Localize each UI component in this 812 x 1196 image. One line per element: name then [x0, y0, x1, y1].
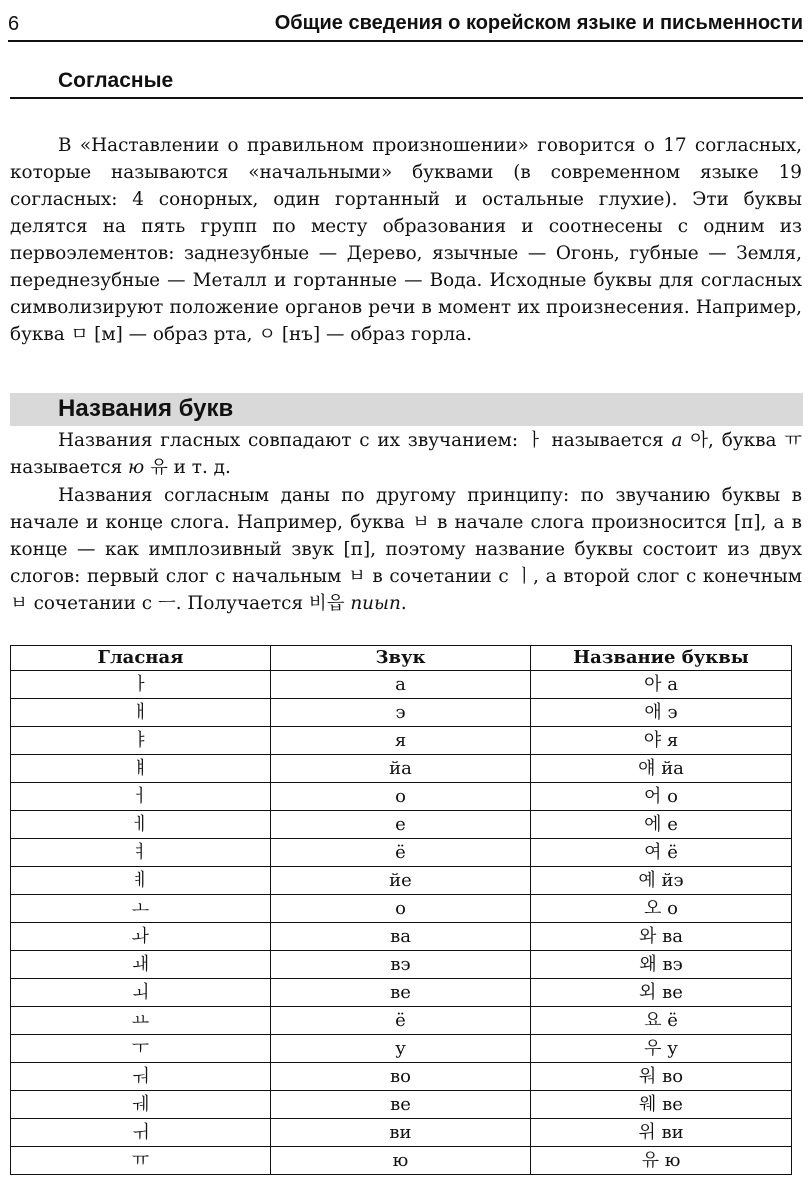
vowel-cell: ㅠ [11, 1147, 271, 1175]
consonant-names-text-1: Названия согласным даны по другому принципу: по звучанию буквы в начале и конце слога. Например, буква ㅂ в начале слога произносится [п], а в конце — как имплозивный звук [п], поэтому название буквы состоит из двух слогов: первый слог с начальным ㅂ в сочетании с ㅣ, а второй слог с конечным ㅂ сочетании с ㅡ. Получается 비읍 [10, 485, 802, 614]
letter-name-cell: 웨 ве [531, 1091, 792, 1119]
vowel-names-text-1: Названия гласных совпадают с их звучанием: ㅏ называется [58, 430, 672, 451]
table-row [11, 867, 792, 895]
sound-cell: ё [271, 1007, 531, 1035]
table-row [11, 671, 792, 699]
vowel-cell: ㅞ [11, 1091, 271, 1119]
letter-name-cell: 야 я [531, 727, 792, 755]
vowel-cell: ㅝ [11, 1063, 271, 1091]
sound-cell: о [271, 895, 531, 923]
vowel-cell: ㅏ [11, 671, 271, 699]
table-row [11, 979, 792, 1007]
sound-cell: ю [271, 1147, 531, 1175]
sound-cell: во [271, 1063, 531, 1091]
vowel-names-italic-2: ю [128, 457, 145, 478]
sound-cell: йа [271, 755, 531, 783]
sound-cell: ва [271, 923, 531, 951]
letter-name-cell: 오 о [531, 895, 792, 923]
vowel-cell: ㅕ [11, 839, 271, 867]
letter-name-cell: 우 у [531, 1035, 792, 1063]
sound-cell: ё [271, 839, 531, 867]
table-row [11, 755, 792, 783]
header-letter-name: Название буквы [531, 646, 792, 671]
letter-name-cell: 아 а [531, 671, 792, 699]
letter-name-cell: 요 ё [531, 1007, 792, 1035]
vowel-cell: ㅒ [11, 755, 271, 783]
table-row [11, 1035, 792, 1063]
sound-cell: у [271, 1035, 531, 1063]
table-row [11, 783, 792, 811]
letter-names-heading-bar [10, 393, 803, 426]
vowel-cell: ㅐ [11, 699, 271, 727]
table-row [11, 1147, 792, 1175]
table-row [11, 811, 792, 839]
vowel-cell: ㅙ [11, 951, 271, 979]
letter-name-cell: 외 ве [531, 979, 792, 1007]
vowel-table-body [11, 671, 792, 1175]
sound-cell: йе [271, 867, 531, 895]
vowel-cell: ㅓ [11, 783, 271, 811]
table-row [11, 1063, 792, 1091]
sound-cell: а [271, 671, 531, 699]
letter-name-cell: 여 ё [531, 839, 792, 867]
consonants-heading: Согласные [58, 69, 174, 92]
letter-name-cell: 왜 вэ [531, 951, 792, 979]
vowel-cell: ㅔ [11, 811, 271, 839]
vowel-cell: ㅘ [11, 923, 271, 951]
table-row [11, 699, 792, 727]
sound-cell: ве [271, 1091, 531, 1119]
sound-cell: я [271, 727, 531, 755]
table-row [11, 1119, 792, 1147]
sound-cell: ве [271, 979, 531, 1007]
letter-name-cell: 에 е [531, 811, 792, 839]
letter-name-cell: 워 во [531, 1063, 792, 1091]
consonants-heading-bar [10, 65, 803, 99]
letter-name-cell: 어 о [531, 783, 792, 811]
table-header-row [11, 646, 792, 671]
table-row [11, 895, 792, 923]
header-sound: Звук [271, 646, 531, 671]
page-header [8, 12, 803, 42]
vowel-cell: ㅖ [11, 867, 271, 895]
letter-name-cell: 얘 йа [531, 755, 792, 783]
sound-cell: о [271, 783, 531, 811]
vowel-cell: ㅟ [11, 1119, 271, 1147]
vowel-cell: ㅜ [11, 1035, 271, 1063]
vowel-names-text-2: 아, буква ㅠ называется [10, 430, 803, 478]
consonants-paragraph: В «Наставлении о правильном произношении» говорится о 17 согласных, которые называются «начальными» буквами (в современном языке 19 согласных: 4 сонорных, один гортанный и остальные глухие). Эти буквы делятся на пять групп по месту образования и соотнесены с одним из первоэлементов: заднезубные — Дерево, язычные — Огонь, губные — Земля, переднезубные — Металл и гортанные — Вода. Исходные буквы для согласных символизируют положение органов речи в момент их произнесения. Например, буква ㅁ [м] — образ рта, ㅇ [нъ] — образ горла. [10, 135, 802, 345]
letter-name-cell: 유 ю [531, 1147, 792, 1175]
vowel-cell: ㅑ [11, 727, 271, 755]
vowel-cell: ㅛ [11, 1007, 271, 1035]
letter-name-cell: 애 э [531, 699, 792, 727]
letter-names-heading: Названия букв [58, 395, 234, 422]
table-row [11, 951, 792, 979]
page-number: 6 [8, 13, 20, 35]
running-title: Общие сведения о корейском языке и письменности [274, 12, 803, 34]
letter-name-cell: 예 йэ [531, 867, 792, 895]
vowel-cell: ㅗ [11, 895, 271, 923]
letter-name-cell: 위 ви [531, 1119, 792, 1147]
consonant-names-paragraph [10, 482, 802, 617]
consonant-names-text-2: . [400, 593, 407, 614]
vowel-table [10, 645, 792, 1175]
letter-name-cell: 와 ва [531, 923, 792, 951]
table-row [11, 839, 792, 867]
table-row [11, 1091, 792, 1119]
header-vowel: Гласная [11, 646, 271, 671]
table-row [11, 727, 792, 755]
sound-cell: э [271, 699, 531, 727]
consonant-names-italic: пиып [350, 593, 401, 614]
vowel-names-italic-1: а [671, 430, 683, 451]
sound-cell: е [271, 811, 531, 839]
sound-cell: ви [271, 1119, 531, 1147]
table-row [11, 923, 792, 951]
vowel-names-paragraph [10, 427, 802, 481]
vowel-names-text-3: 유 и т. д. [144, 457, 231, 478]
sound-cell: вэ [271, 951, 531, 979]
vowel-cell: ㅚ [11, 979, 271, 1007]
table-row [11, 1007, 792, 1035]
